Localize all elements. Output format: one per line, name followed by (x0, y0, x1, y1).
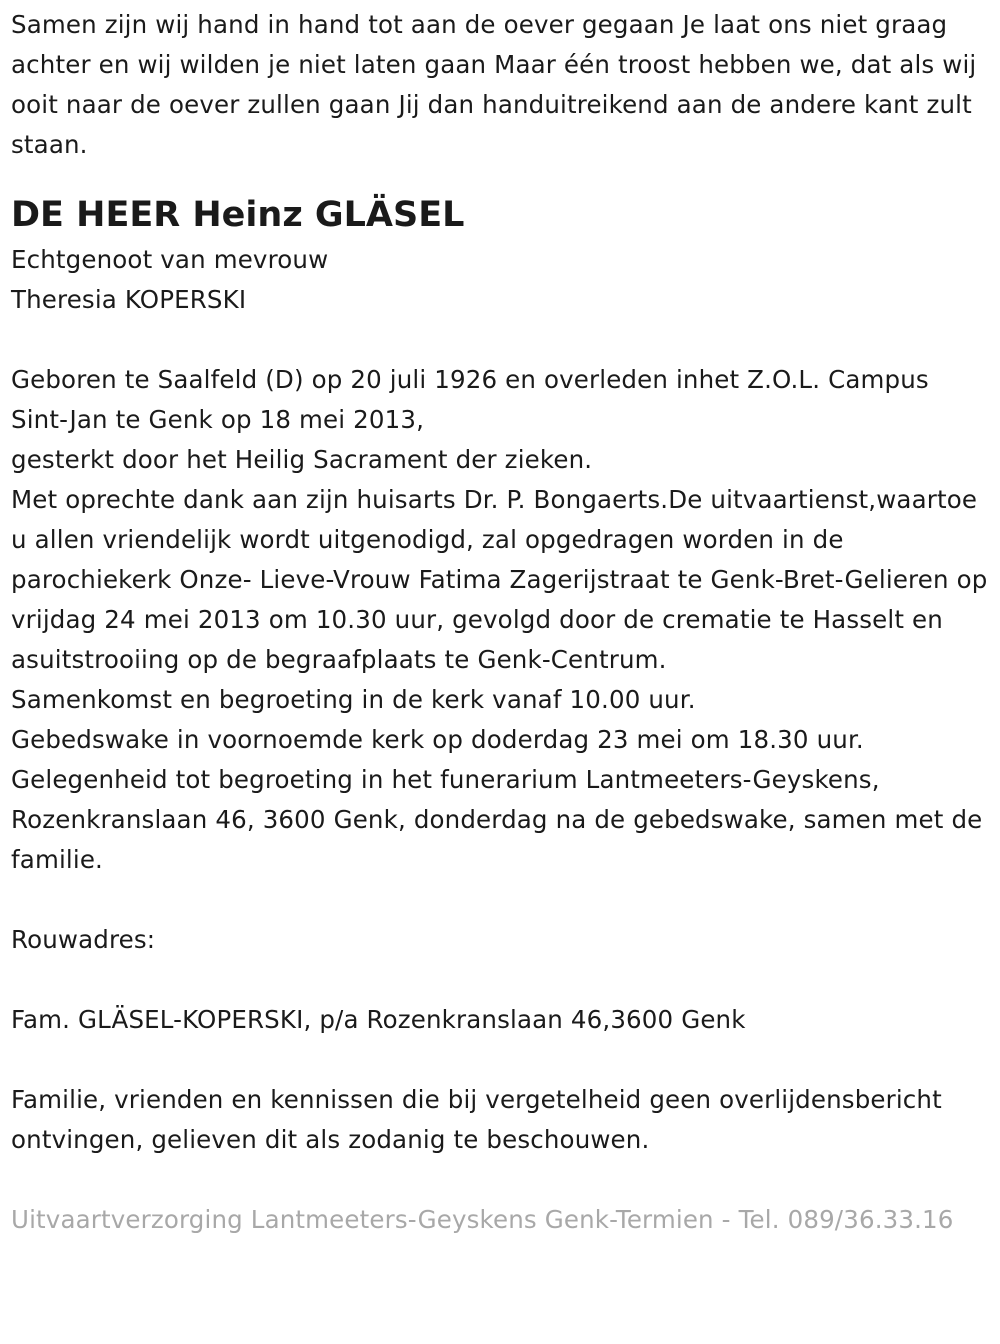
visitation-text: Gelegenheid tot begroeting in het funerarium Lantmeeters-Geyskens, Rozenkranslaan 46, 3600 Genk, donderdag na de gebedswake, samen met de familie. (11, 765, 983, 874)
gathering-text: Samenkomst en begroeting in de kerk vanaf 10.00 uur. (11, 685, 696, 714)
memorial-poem: Samen zijn wij hand in hand tot aan de oever gegaan Je laat ons niet graag achter en wij wilden je niet laten gaan Maar één troost hebben we, dat als wij ooit naar de oever zullen gaan Jij dan handuitreikend aan de andere kant zult staan. (11, 10, 977, 159)
service-text: Met oprechte dank aan zijn huisarts Dr. P. Bongaerts.De uitvaartienst,waartoe u allen vriendelijk wordt uitgenodigd, zal opgedragen worden in de parochiekerk Onze- Lieve-Vrouw Fatima Zagerijstraat te Genk-Bret-Gelieren op vrijdag 24 mei 2013 om 10.30 uur, gevolgd door de crematie te Hasselt en asuitstrooiing op de begraafplaats te Genk-Centrum. (11, 485, 988, 674)
spacer (11, 1160, 988, 1200)
spouse-block (11, 240, 988, 320)
spacer (11, 880, 988, 920)
spacer (11, 320, 988, 360)
details-block (11, 360, 988, 880)
sacrament-text: gesterkt door het Heilig Sacrament der zieken. (11, 445, 593, 474)
spacer (11, 960, 988, 1000)
spouse-line: Echtgenoot van mevrouw (11, 245, 329, 274)
spacer (11, 1040, 988, 1080)
funeral-home-footer: Uitvaartverzorging Lantmeeters-Geyskens Genk-Termien - Tel. 089/36.33.16 (11, 1205, 954, 1234)
deceased-name: DE HEER Heinz GLÄSEL (11, 195, 465, 235)
address-value: Fam. GLÄSEL-KOPERSKI, p/a Rozenkranslaan 46,3600 Genk (11, 1005, 746, 1034)
address-label: Rouwadres: (11, 925, 156, 954)
wake-text: Gebedswake in voornoemde kerk op doderdag 23 mei om 18.30 uur. (11, 725, 864, 754)
notice-text: Familie, vrienden en kennissen die bij vergetelheid geen overlijdensbericht ontvingen, gelieven dit als zodanig te beschouwen. (11, 1085, 942, 1154)
spouse-name: Theresia KOPERSKI (11, 285, 247, 314)
birth-death-text: Geboren te Saalfeld (D) op 20 juli 1926 en overleden inhet Z.O.L. Campus Sint-Jan te Genk op 18 mei 2013, (11, 365, 929, 434)
